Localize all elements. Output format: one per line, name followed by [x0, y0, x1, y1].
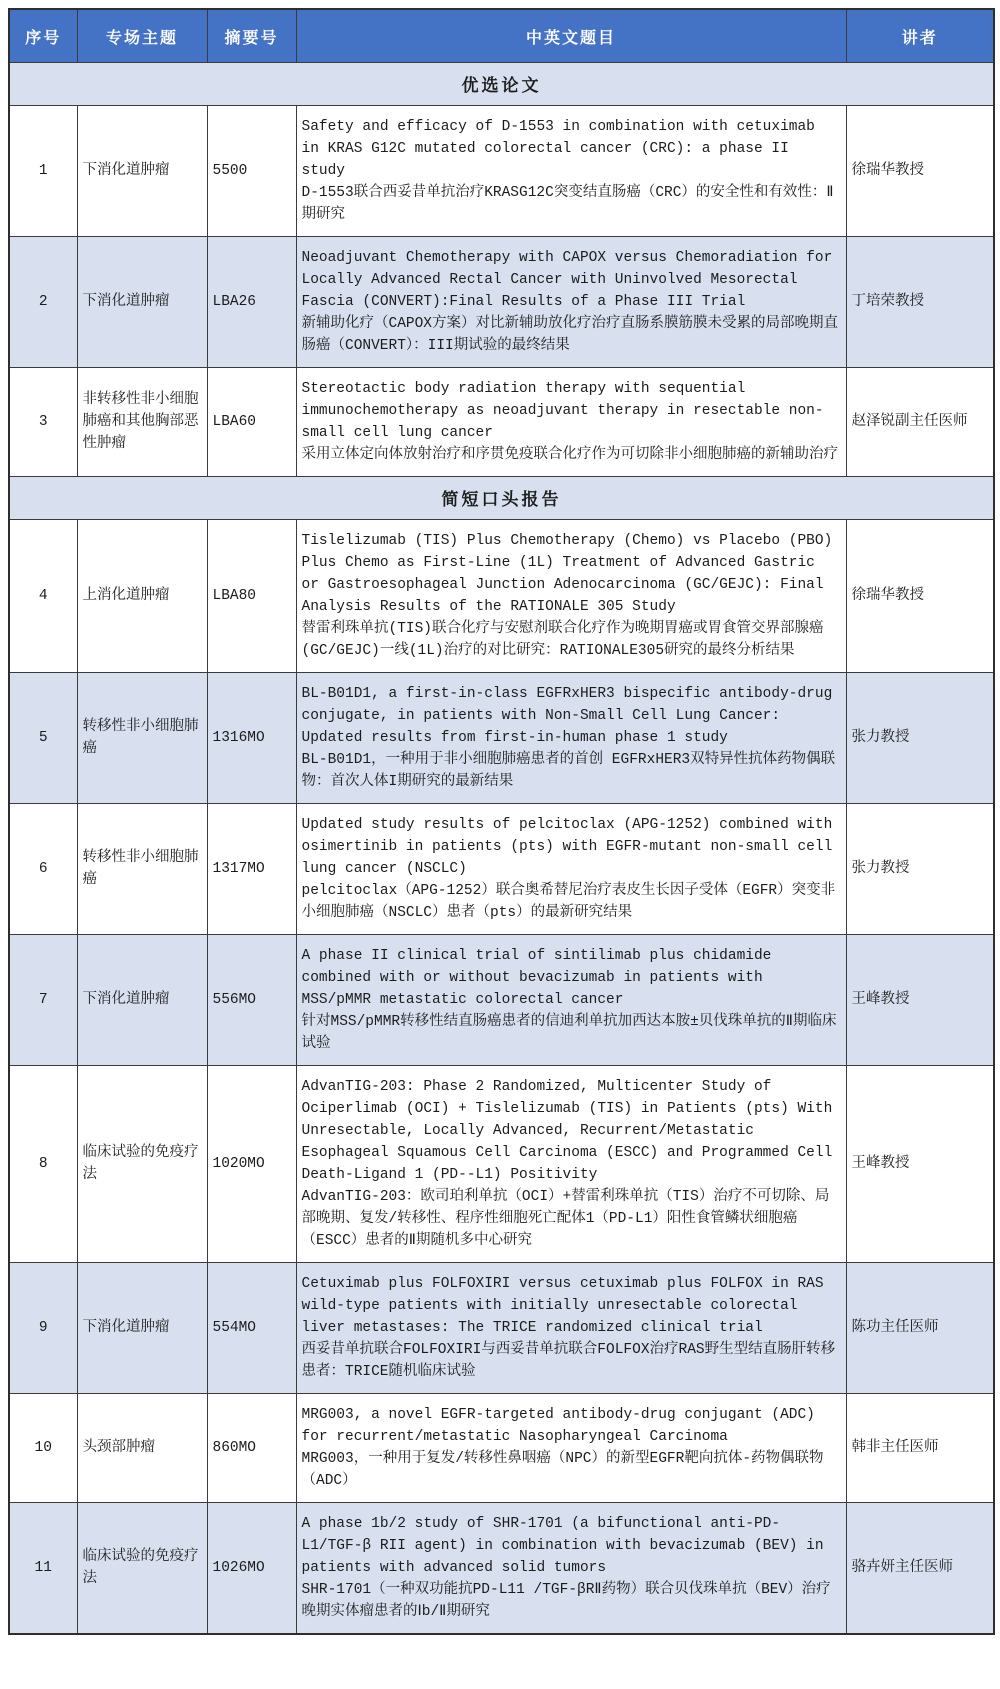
speaker-cell: 王峰教授: [846, 1066, 994, 1263]
table-row: [9, 804, 994, 935]
title-cell: [296, 935, 846, 1066]
col-header-index: 序号: [9, 9, 77, 63]
col-header-topic: 专场主题: [77, 9, 207, 63]
title-english: Neoadjuvant Chemotherapy with CAPOX versus Chemoradiation for Locally Advanced Rectal Cancer with Uninvolved Mesorectal Fascia (CONVERT):Final Results of a Phase III Trial: [301, 250, 833, 310]
title-chinese: SHR-1701（一种双功能抗PD-L11 /TGF-βRⅡ药物）联合贝伐珠单抗（BEV）治疗晚期实体瘤患者的Ⅰb/Ⅱ期研究: [301, 1582, 831, 1620]
index-cell: 3: [9, 368, 77, 477]
abstract-cell: LBA26: [207, 237, 296, 368]
title-chinese: 采用立体定向体放射治疗和序贯免疫联合化疗作为可切除非小细胞肺癌的新辅助治疗: [301, 447, 838, 463]
speaker-cell: 韩非主任医师: [846, 1394, 994, 1503]
topic-cell: 转移性非小细胞肺癌: [77, 804, 207, 935]
title-cell: [296, 1394, 846, 1503]
title-chinese: BL-B01D1，一种用于非小细胞肺癌患者的首创 EGFRxHER3双特异性抗体药物偶联物：首次人体I期研究的最新结果: [301, 752, 836, 790]
title-cell: [296, 106, 846, 237]
speaker-cell: 张力教授: [846, 804, 994, 935]
title-cell: [296, 804, 846, 935]
abstract-cell: 1317MO: [207, 804, 296, 935]
title-english: Stereotactic body radiation therapy with sequential immunochemotherapy as neoadjuvant therapy in resectable non-small cell lung cancer: [301, 381, 824, 441]
abstract-cell: 860MO: [207, 1394, 296, 1503]
title-chinese: D-1553联合西妥昔单抗治疗KRASG12C突变结直肠癌（CRC）的安全性和有效性：Ⅱ期研究: [301, 185, 834, 223]
title-cell: [296, 1066, 846, 1263]
table-row: [9, 1503, 994, 1635]
topic-cell: 上消化道肿瘤: [77, 520, 207, 673]
title-chinese: MRG003，一种用于复发/转移性鼻咽癌（NPC）的新型EGFR靶向抗体-药物偶联物（ADC）: [301, 1451, 824, 1489]
topic-cell: 头颈部肿瘤: [77, 1394, 207, 1503]
speaker-cell: 张力教授: [846, 673, 994, 804]
title-cell: [296, 520, 846, 673]
topic-cell: 下消化道肿瘤: [77, 935, 207, 1066]
title-english: A phase 1b/2 study of SHR-1701 (a bifunctional anti-PD-L1/TGF-β RII agent) in combination with bevacizumab (BEV) in patients with advanced solid tumors: [301, 1516, 824, 1576]
abstract-cell: 1316MO: [207, 673, 296, 804]
table-row: [9, 935, 994, 1066]
topic-cell: 非转移性非小细胞肺癌和其他胸部恶性肿瘤: [77, 368, 207, 477]
table-row: [9, 1263, 994, 1394]
title-english: MRG003, a novel EGFR-targeted antibody-drug conjugant (ADC) for recurrent/metastatic Nasopharyngeal Carcinoma: [301, 1407, 815, 1445]
section-header-row: [9, 477, 994, 520]
col-header-abstract: 摘要号: [207, 9, 296, 63]
title-cell: [296, 673, 846, 804]
title-english: Cetuximab plus FOLFOXIRI versus cetuximab plus FOLFOX in RAS wild-type patients with initially unresectable colorectal liver metastases: The TRICE randomized clinical trial: [301, 1276, 824, 1336]
index-cell: 8: [9, 1066, 77, 1263]
title-cell: [296, 237, 846, 368]
title-cell: [296, 368, 846, 477]
title-english: AdvanTIG-203: Phase 2 Randomized, Multicenter Study of Ociperlimab (OCI) + Tislelizumab (TIS) in Patients (pts) With Unresectable, Locally Advanced, Recurrent/Metastatic Esophageal Squamous Cell Carcinoma (ESCC) and Programmed Cell Death-Ligand 1 (PD--L1) Positivity: [301, 1079, 833, 1183]
topic-cell: 临床试验的免疫疗法: [77, 1503, 207, 1635]
title-cell: [296, 1263, 846, 1394]
speaker-cell: 丁培荣教授: [846, 237, 994, 368]
speaker-cell: 徐瑞华教授: [846, 520, 994, 673]
title-english: A phase II clinical trial of sintilimab plus chidamide combined with or without bevacizumab in patients with MSS/pMMR metastatic colorectal cancer: [301, 948, 772, 1008]
table-row: [9, 106, 994, 237]
topic-cell: 下消化道肿瘤: [77, 106, 207, 237]
index-cell: 9: [9, 1263, 77, 1394]
col-header-speaker: 讲者: [846, 9, 994, 63]
title-english: BL-B01D1, a first-in-class EGFRxHER3 bispecific antibody-drug conjugate, in patients with Non-Small Cell Lung Cancer: Updated results from first-in-human phase 1 study: [301, 686, 833, 746]
table-header: [9, 9, 994, 63]
topic-cell: 临床试验的免疫疗法: [77, 1066, 207, 1263]
table-header-row: [9, 9, 994, 63]
speaker-cell: 王峰教授: [846, 935, 994, 1066]
table-row: [9, 1394, 994, 1503]
index-cell: 7: [9, 935, 77, 1066]
col-header-title: 中英文题目: [296, 9, 846, 63]
index-cell: 6: [9, 804, 77, 935]
abstract-cell: 556MO: [207, 935, 296, 1066]
title-cell: [296, 1503, 846, 1635]
speaker-cell: 骆卉妍主任医师: [846, 1503, 994, 1635]
title-chinese: 针对MSS/pMMR转移性结直肠癌患者的信迪利单抗加西达本胺±贝伐珠单抗的Ⅱ期临床试验: [301, 1014, 837, 1052]
table-body: [9, 63, 994, 1635]
title-chinese: 西妥昔单抗联合FOLFOXIRI与西妥昔单抗联合FOLFOX治疗RAS野生型结直肠肝转移患者：TRICE随机临床试验: [301, 1342, 836, 1380]
section-title: 优选论文: [9, 63, 994, 106]
speaker-cell: 赵泽锐副主任医师: [846, 368, 994, 477]
table-row: [9, 368, 994, 477]
index-cell: 5: [9, 673, 77, 804]
title-chinese: 替雷利珠单抗(TIS)联合化疗与安慰剂联合化疗作为晚期胃癌或胃食管交界部腺癌(GC/GEJC)一线(1L)治疗的对比研究：RATIONALE305研究的最终分析结果: [301, 621, 824, 659]
title-english: Tislelizumab (TIS) Plus Chemotherapy (Chemo) vs Placebo (PBO) Plus Chemo as First-Line (1L) Treatment of Advanced Gastric or Gastroesophageal Junction Adenocarcinoma (GC/GEJC): Final Analysis Results of the RATIONALE 305 Study: [301, 533, 833, 615]
speaker-cell: 徐瑞华教授: [846, 106, 994, 237]
index-cell: 4: [9, 520, 77, 673]
conference-program-table: [8, 8, 995, 1635]
table-row: [9, 520, 994, 673]
speaker-cell: 陈功主任医师: [846, 1263, 994, 1394]
title-chinese: pelcitoclax（APG-1252）联合奥希替尼治疗表皮生长因子受体（EGFR）突变非小细胞肺癌（NSCLC）患者（pts）的最新研究结果: [301, 883, 836, 921]
table-row: [9, 237, 994, 368]
table-row: [9, 1066, 994, 1263]
topic-cell: 下消化道肿瘤: [77, 1263, 207, 1394]
abstract-cell: LBA80: [207, 520, 296, 673]
abstract-cell: LBA60: [207, 368, 296, 477]
index-cell: 2: [9, 237, 77, 368]
section-header-row: [9, 63, 994, 106]
abstract-cell: 1026MO: [207, 1503, 296, 1635]
abstract-cell: 554MO: [207, 1263, 296, 1394]
topic-cell: 下消化道肿瘤: [77, 237, 207, 368]
topic-cell: 转移性非小细胞肺癌: [77, 673, 207, 804]
title-chinese: AdvanTIG-203：欧司珀利单抗（OCI）+替雷利珠单抗（TIS）治疗不可切除、局部晚期、复发/转移性、程序性细胞死亡配体1（PD-L1）阳性食管鳞状细胞癌（ESCC）患者的Ⅱ期随机多中心研究: [301, 1189, 830, 1249]
index-cell: 1: [9, 106, 77, 237]
title-english: Safety and efficacy of D-1553 in combination with cetuximab in KRAS G12C mutated colorectal cancer (CRC): a phase II study: [301, 119, 815, 179]
title-chinese: 新辅助化疗（CAPOX方案）对比新辅助放化疗治疗直肠系膜筋膜未受累的局部晚期直肠癌（CONVERT）：III期试验的最终结果: [301, 316, 839, 354]
title-english: Updated study results of pelcitoclax (APG-1252) combined with osimertinib in patients (pts) with EGFR-mutant non-small cell lung cancer (NSCLC): [301, 817, 833, 877]
table-row: [9, 673, 994, 804]
index-cell: 11: [9, 1503, 77, 1635]
abstract-cell: 5500: [207, 106, 296, 237]
index-cell: 10: [9, 1394, 77, 1503]
abstract-cell: 1020MO: [207, 1066, 296, 1263]
section-title: 简短口头报告: [9, 477, 994, 520]
